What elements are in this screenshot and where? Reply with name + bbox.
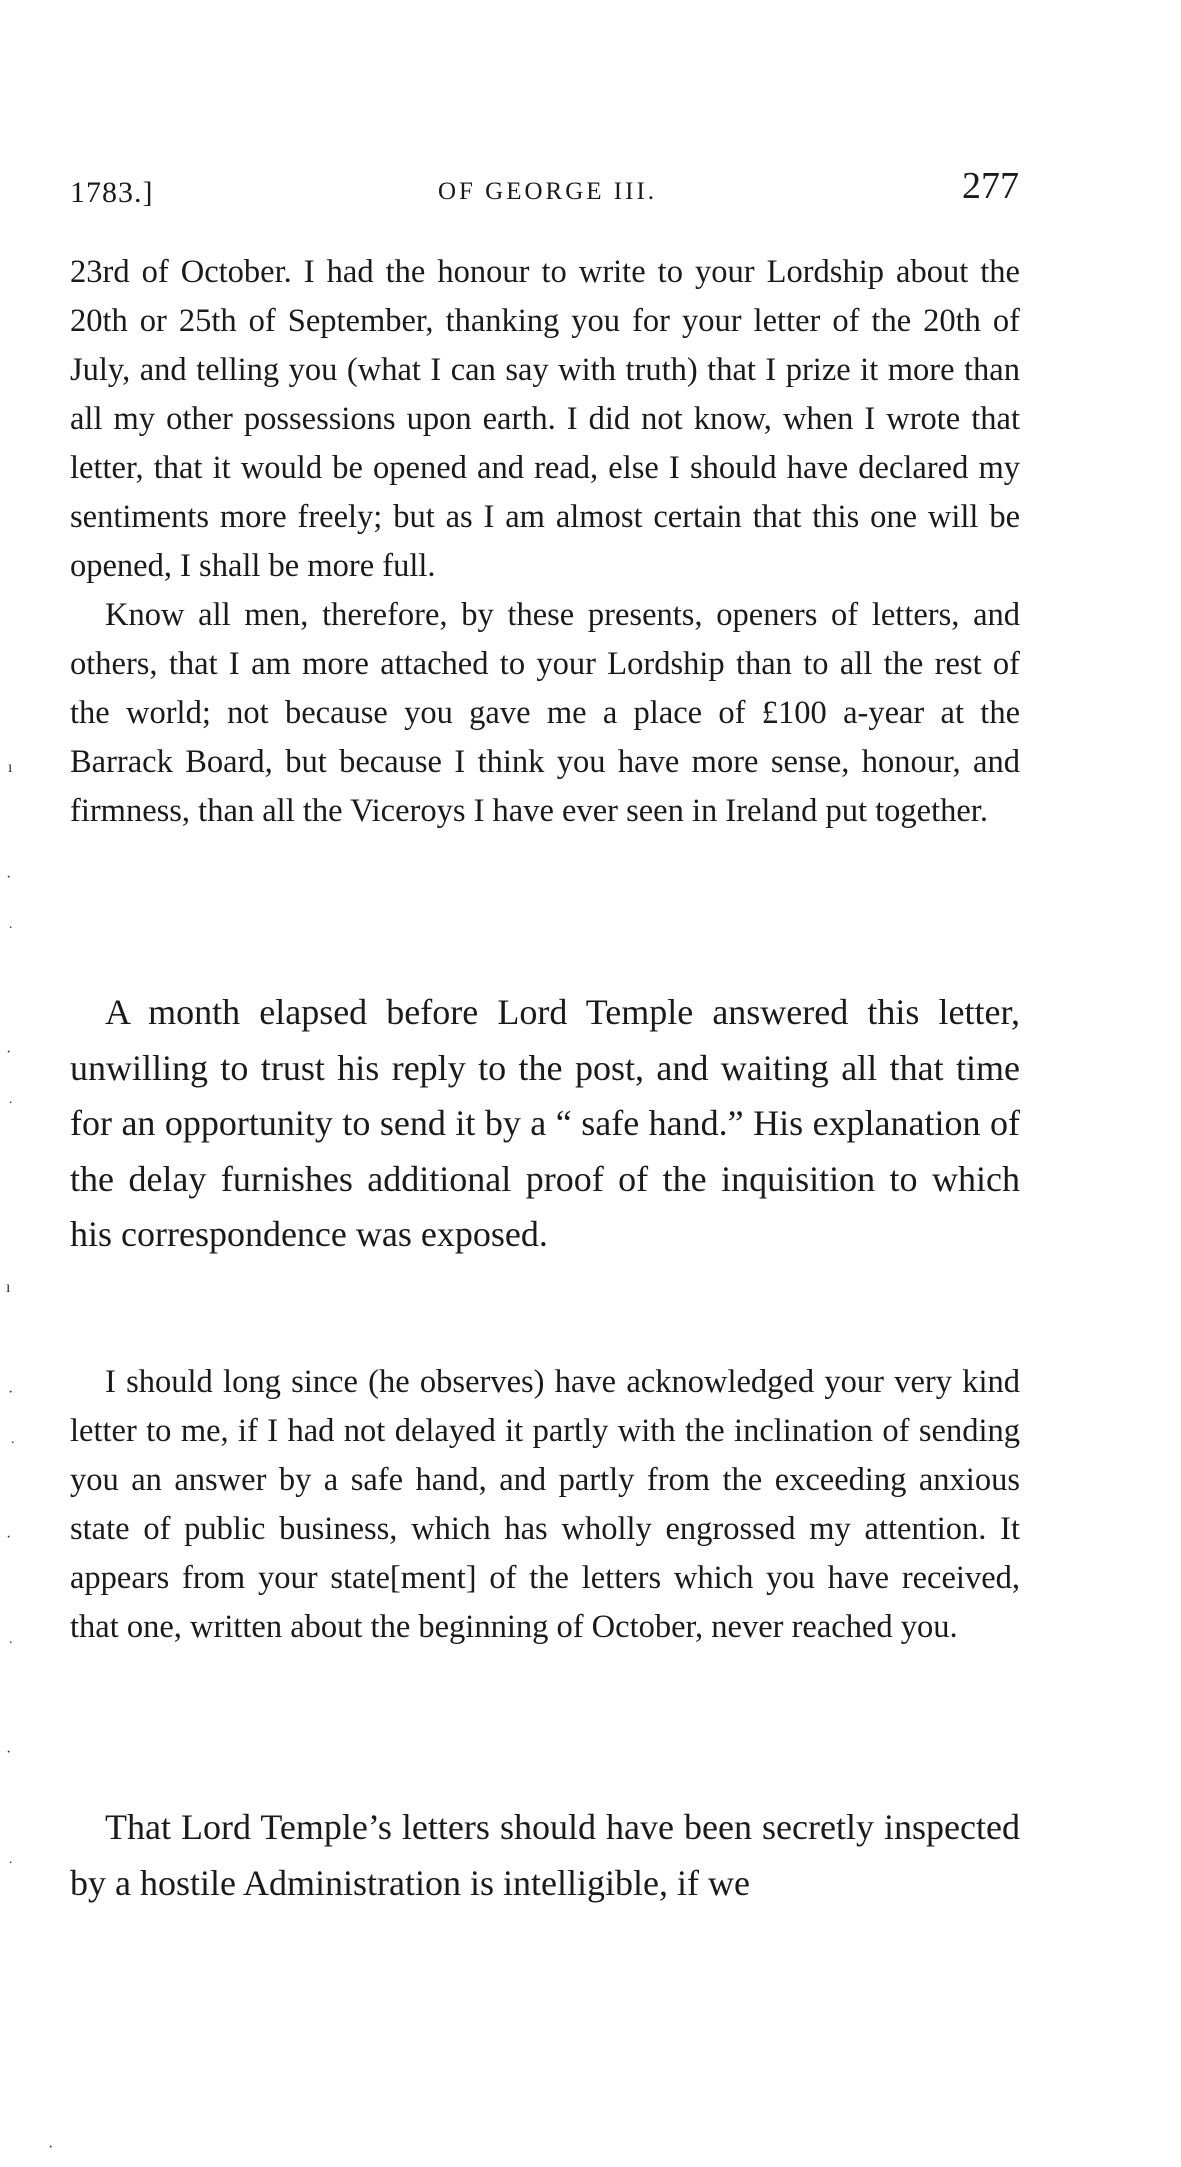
- narrative-text: That Lord Temple’s letters should have been secretly inspected by a hostile Administration is intelligible, if we: [70, 1807, 1020, 1903]
- letter-paragraph: 23rd of October. I had the honour to write to your Lordship about the 20th or 25th of September, thanking you for your letter of the 20th of July, and telling you (what I can say with truth) that I prize it more than all my other possessions upon earth. I did not know, when I wrote that letter, that it would be opened and read, else I should have declared my sentiments more freely; but as I am almost certain that this one will be opened, I shall be more full.: [70, 254, 1020, 584]
- letter-paragraph: Know all men, therefore, by these presents, openers of letters, and others, that I am more attached to your Lordship than to all the rest of the world; not because you gave me a place of £100 a-year at the Barrack Board, but because I think you have more sense, honour, and firmness, than all the Viceroys I have ever seen in Ireland put together.: [70, 597, 1020, 829]
- narrative-paragraph-2: [70, 1800, 1020, 1911]
- margin-scan-mark: ı: [8, 759, 13, 776]
- header-year: 1783.]: [70, 176, 154, 209]
- margin-scan-mark: ı: [6, 1279, 11, 1296]
- letter-paragraph: I should long since (he observes) have acknowledged your very kind letter to me, if I had not delayed it partly with the inclination of sending you an answer by a safe hand, and partly from the exceeding anxious state of public business, which has wholly engrossed my attention. It appears from your state[ment] of the letters which you have received, that one, written about the beginning of October, never reached you.: [70, 1364, 1020, 1645]
- margin-scan-mark: ·: [6, 1044, 12, 1061]
- margin-scan-mark: ·: [6, 1529, 12, 1546]
- narrative-paragraph-1: [70, 985, 1020, 1263]
- margin-scan-mark: ·: [48, 2139, 54, 2156]
- page-number: 277: [962, 165, 1019, 207]
- margin-scan-mark: ˙: [8, 1859, 14, 1876]
- margin-scan-mark: ˙: [8, 1099, 14, 1116]
- narrative-text: A month elapsed before Lord Temple answered this letter, unwilling to trust his reply to the post, and waiting all that time for an opportunity to send it by a “ safe hand.” His explanation of the delay furnishes additional proof of the inquisition to which his correspondence was exposed.: [70, 992, 1020, 1254]
- quoted-letter-1: [70, 248, 1020, 836]
- running-header: [70, 160, 1025, 220]
- margin-scan-mark: ˙: [8, 1639, 14, 1656]
- margin-scan-mark: ˙: [10, 1439, 16, 1456]
- quoted-letter-2: [70, 1358, 1020, 1652]
- margin-scan-mark: ˙: [8, 924, 14, 941]
- header-title: OF GEORGE III.: [437, 178, 658, 205]
- margin-scan-mark: ·: [8, 1384, 14, 1401]
- margin-scan-mark: ·: [6, 869, 12, 886]
- margin-scan-mark: ·: [6, 1744, 12, 1761]
